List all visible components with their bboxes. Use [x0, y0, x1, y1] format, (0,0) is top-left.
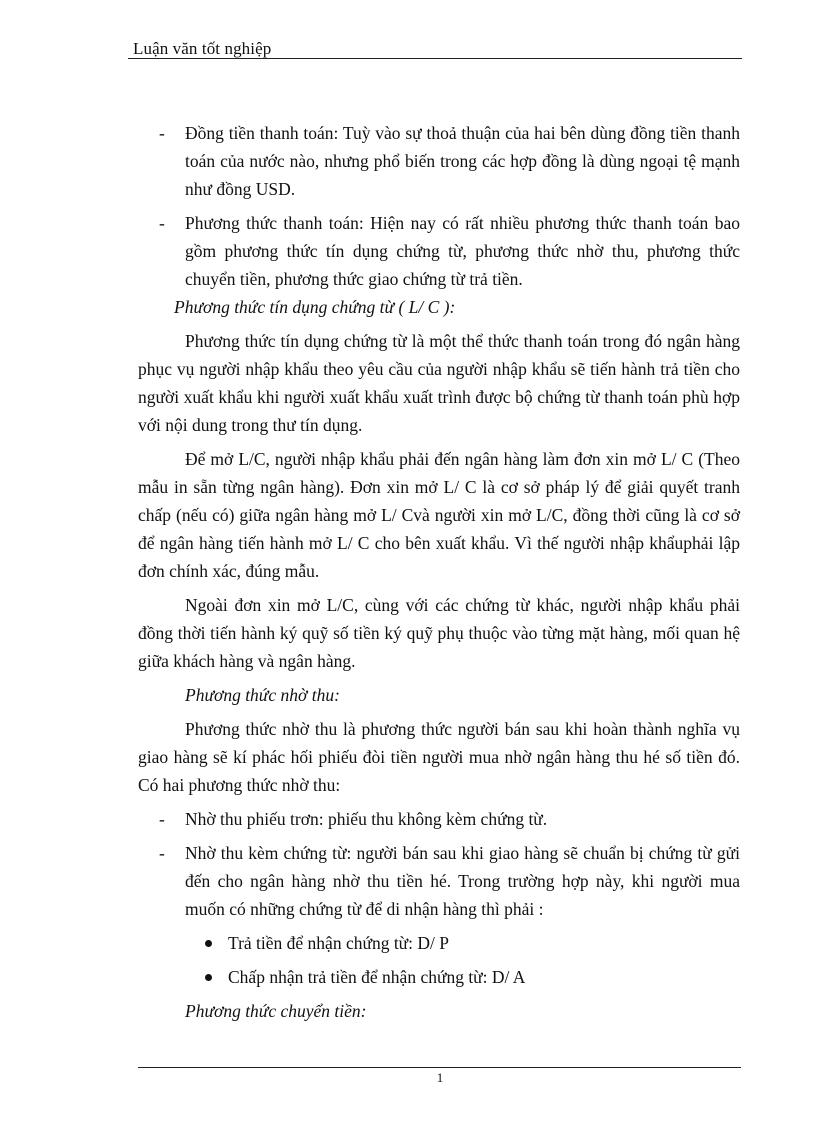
page-number: 1 [436, 1070, 444, 1085]
paragraph-nho-thu-definition: Phương thức nhờ thu là phương thức người bán sau khi hoàn thành nghĩa vụ giao hàng sẽ kí phác hối phiếu đòi tiền người mua nhờ ngân hàng thu hé số tiền đó. Có hai phương thức nhờ thu: [138, 719, 740, 795]
list-item-nho-thu-phieu-tron [138, 805, 740, 833]
dash-marker: - [159, 809, 165, 829]
dash-marker: - [159, 123, 165, 143]
section-heading-nho-thu: Phương thức nhờ thu: [185, 685, 340, 705]
list-item-text: Phương thức thanh toán: Hiện nay có rất nhiều phương thức thanh toán bao gồm phương thức tín dụng chứng từ, phương thức nhờ thu, phương thức chuyển tiền, phương thức giao chứng từ trả tiền. [185, 213, 740, 289]
bullet-item-text: Chấp nhận trả tiền để nhận chứng từ: D/ A [228, 967, 526, 987]
bullet-dot-icon [205, 940, 212, 947]
paragraph-lc-definition: Phương thức tín dụng chứng từ là một thể thức thanh toán trong đó ngân hàng phục vụ người nhập khẩu theo yêu cầu của người nhập khẩu sẽ tiến hành trả tiền cho người xuất khẩu khi người xuất khẩu xuất trình được bộ chứng từ thanh toán phù hợp với nội dung trong thư tín dụng. [138, 331, 740, 435]
dash-marker: - [159, 843, 165, 863]
header-rule [128, 58, 742, 59]
list-item-phuong-thuc [138, 209, 740, 293]
list-item-text: Nhờ thu phiếu trơn: phiếu thu không kèm chứng từ. [185, 809, 548, 829]
bullet-item-da [138, 963, 740, 991]
bullet-dot-icon [205, 974, 212, 981]
bullet-item-text: Trả tiền để nhận chứng từ: D/ P [228, 933, 450, 953]
list-item-text: Đồng tiền thanh toán: Tuỳ vào sự thoả thuận của hai bên dùng đồng tiền thanh toán của nước nào, nhưng phổ biến trong các hợp đồng là dùng ngoại tệ mạnh như đồng USD. [185, 123, 740, 199]
section-heading-chuyen-tien: Phương thức chuyển tiền: [185, 1001, 367, 1021]
dash-marker: - [159, 213, 165, 233]
paragraph-lc-application: Để mở L/C, người nhập khẩu phải đến ngân hàng làm đơn xin mở L/ C (Theo mẫu in sẵn từng ngân hàng). Đơn xin mở L/ C là cơ sở pháp lý để giải quyết tranh chấp (nếu có) giữa ngân hàng mở L/ Cvà người xin mở L/C, đồng thời cũng là cơ sở để ngân hàng tiến hành mở L/ C cho bên xuất khẩu. Vì thế người nhập khẩuphải lập đơn chính xác, đúng mẫu. [138, 449, 740, 581]
list-item-text: Nhờ thu kèm chứng từ: người bán sau khi giao hàng sẽ chuẩn bị chứng từ gửi đến cho ngân hàng nhờ thu tiền hé. Trong trường hợp này, khi người mua muốn có những chứng từ để di nhận hàng thì phải : [185, 843, 740, 919]
footer-rule [138, 1067, 741, 1068]
paragraph-lc-deposit: Ngoài đơn xin mở L/C, cùng với các chứng từ khác, người nhập khẩu phải đồng thời tiến hành ký quỹ số tiền ký quỹ phụ thuộc vào từng mặt hàng, mối quan hệ giữa khách hàng và ngân hàng. [138, 595, 740, 671]
list-item-dong-tien [138, 119, 740, 203]
section-heading-lc: Phương thức tín dụng chứng từ ( L/ C ): [174, 297, 456, 317]
list-item-nho-thu-kem-chung-tu [138, 839, 740, 923]
bullet-item-dp [138, 929, 740, 957]
running-header-title: Luận văn tốt nghiệp [133, 39, 272, 58]
page-body [138, 119, 740, 1025]
